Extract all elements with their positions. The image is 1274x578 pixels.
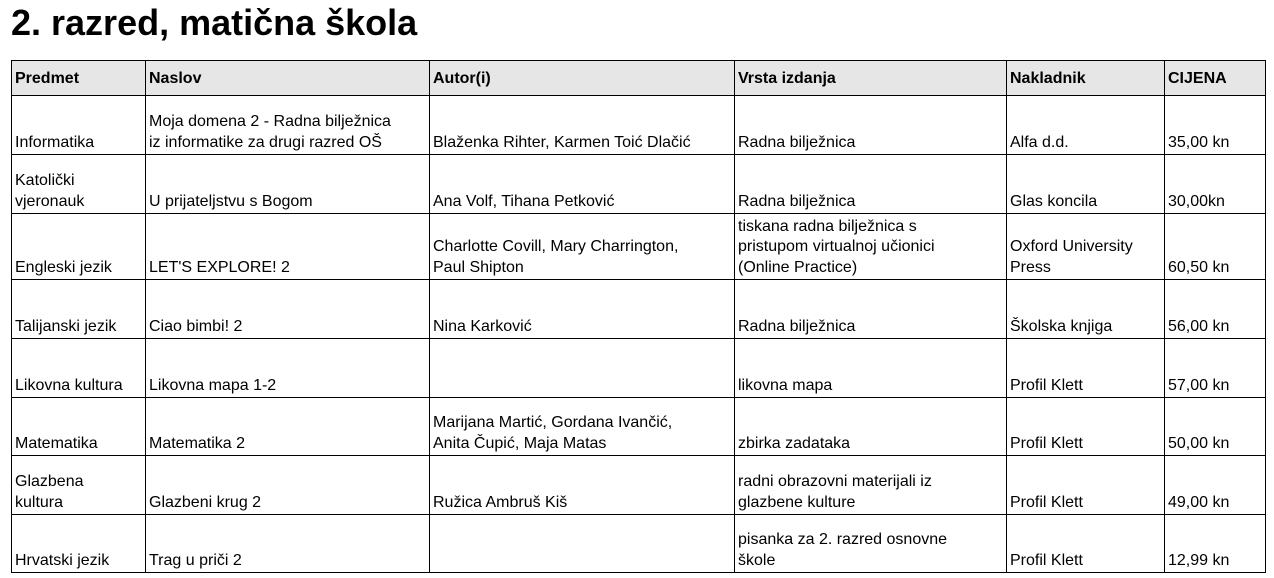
cell-cijena: 50,00 kn [1165, 398, 1266, 456]
cell-nakladnik: Glas koncila [1007, 155, 1165, 214]
header-predmet: Predmet [12, 61, 146, 96]
cell-nakladnik: Alfa d.d. [1007, 96, 1165, 155]
cell-vrsta-izdanja: zbirka zadataka [735, 398, 1007, 456]
cell-nakladnik: Profil Klett [1007, 398, 1165, 456]
header-cijena: CIJENA [1165, 61, 1266, 96]
table-row [12, 398, 1266, 456]
cell-vrsta-izdanja: Radna bilježnica [735, 280, 1007, 339]
cell-cijena: 30,00kn [1165, 155, 1266, 214]
table-row [12, 280, 1266, 339]
table-row [12, 339, 1266, 398]
cell-cijena: 57,00 kn [1165, 339, 1266, 398]
cell-autori: Blaženka Rihter, Karmen Toić Dlačić [430, 96, 735, 155]
cell-autori [430, 339, 735, 398]
cell-cijena: 49,00 kn [1165, 456, 1266, 515]
table-row [12, 96, 1266, 155]
table-row [12, 155, 1266, 214]
cell-autori: Charlotte Covill, Mary Charrington, Paul Shipton [430, 214, 735, 280]
cell-predmet: Likovna kultura [12, 339, 146, 398]
cell-cijena: 35,00 kn [1165, 96, 1266, 155]
cell-naslov: Glazbeni krug 2 [146, 456, 430, 515]
header-row [12, 61, 1266, 96]
cell-cijena: 56,00 kn [1165, 280, 1266, 339]
header-autori: Autor(i) [430, 61, 735, 96]
textbook-table [11, 60, 1266, 573]
cell-predmet: Matematika [12, 398, 146, 456]
header-nakladnik: Nakladnik [1007, 61, 1165, 96]
cell-naslov: Moja domena 2 - Radna bilježnica iz informatike za drugi razred OŠ [146, 96, 430, 155]
table-row [12, 456, 1266, 515]
cell-nakladnik: Profil Klett [1007, 339, 1165, 398]
cell-naslov: LET'S EXPLORE! 2 [146, 214, 430, 280]
cell-cijena: 60,50 kn [1165, 214, 1266, 280]
cell-naslov: Trag u priči 2 [146, 515, 430, 573]
cell-cijena: 12,99 kn [1165, 515, 1266, 573]
cell-nakladnik: Školska knjiga [1007, 280, 1165, 339]
cell-vrsta-izdanja: pisanka za 2. razred osnovne škole [735, 515, 1007, 573]
cell-autori: Ružica Ambruš Kiš [430, 456, 735, 515]
cell-predmet: Hrvatski jezik [12, 515, 146, 573]
page-title: 2. razred, matična škola [11, 2, 418, 43]
cell-naslov: U prijateljstvu s Bogom [146, 155, 430, 214]
cell-nakladnik: Oxford University Press [1007, 214, 1165, 280]
cell-predmet: Informatika [12, 96, 146, 155]
cell-naslov: Likovna mapa 1-2 [146, 339, 430, 398]
cell-predmet: Engleski jezik [12, 214, 146, 280]
cell-autori: Nina Karković [430, 280, 735, 339]
cell-vrsta-izdanja: Radna bilježnica [735, 155, 1007, 214]
cell-predmet: Talijanski jezik [12, 280, 146, 339]
cell-naslov: Matematika 2 [146, 398, 430, 456]
cell-predmet: Katolički vjeronauk [12, 155, 146, 214]
cell-vrsta-izdanja: radni obrazovni materijali iz glazbene kulture [735, 456, 1007, 515]
cell-autori: Marijana Martić, Gordana Ivančić, Anita Čupić, Maja Matas [430, 398, 735, 456]
cell-autori: Ana Volf, Tihana Petković [430, 155, 735, 214]
cell-predmet: Glazbena kultura [12, 456, 146, 515]
table-row [12, 214, 1266, 280]
cell-vrsta-izdanja: Radna bilježnica [735, 96, 1007, 155]
cell-vrsta-izdanja: tiskana radna bilježnica s pristupom virtualnoj učionici (Online Practice) [735, 214, 1007, 280]
cell-vrsta-izdanja: likovna mapa [735, 339, 1007, 398]
cell-nakladnik: Profil Klett [1007, 456, 1165, 515]
cell-naslov: Ciao bimbi! 2 [146, 280, 430, 339]
header-naslov: Naslov [146, 61, 430, 96]
cell-autori [430, 515, 735, 573]
cell-nakladnik: Profil Klett [1007, 515, 1165, 573]
table-row [12, 515, 1266, 573]
header-vrsta-izdanja: Vrsta izdanja [735, 61, 1007, 96]
